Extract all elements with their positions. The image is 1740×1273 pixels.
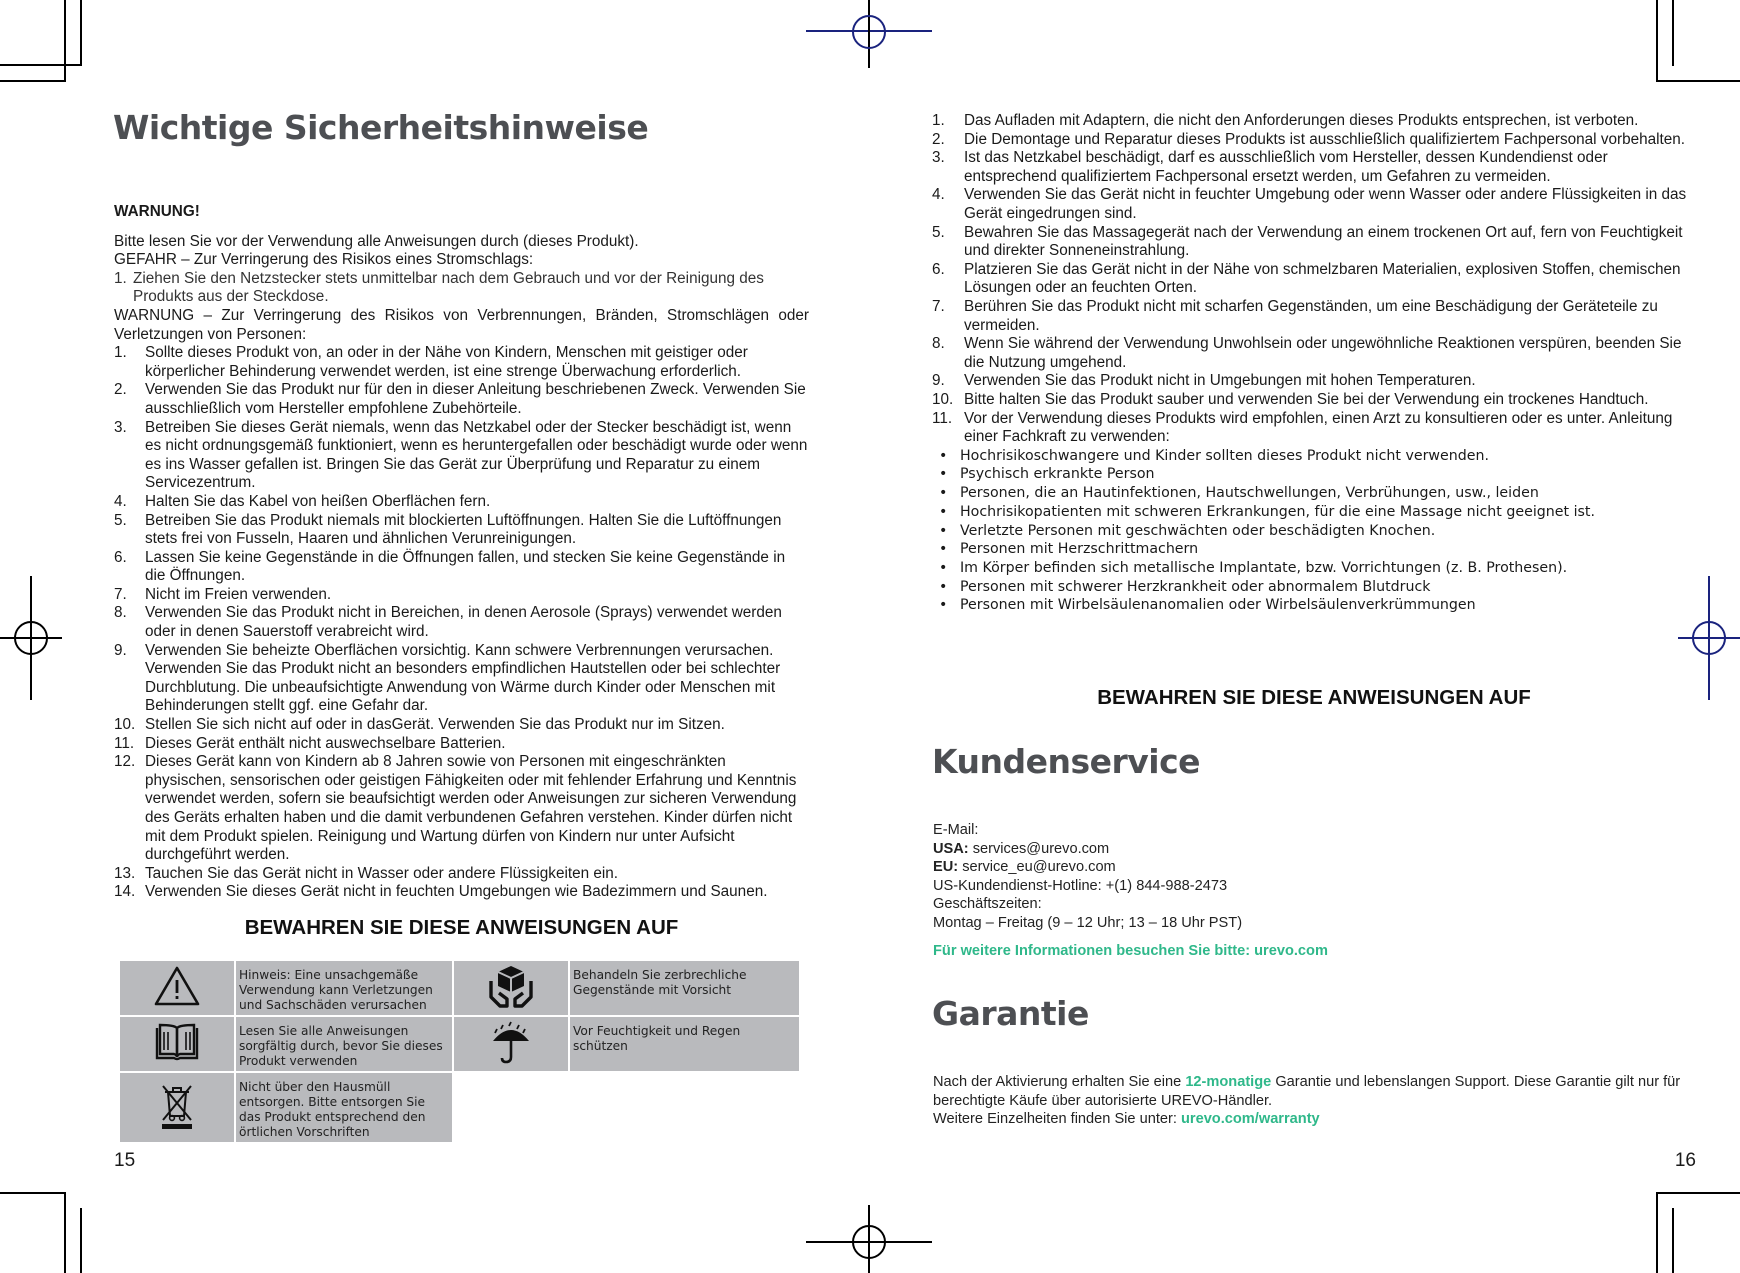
list-item-text: Die Demontage und Reparatur dieses Produkts ist ausschließlich qualifiziertem Fachpersonal vorbehalten.	[964, 130, 1686, 148]
list-item-text: Verwenden Sie das Produkt nicht in Umgebungen mit hohen Temperaturen.	[964, 372, 1476, 390]
list-item-text: Lassen Sie keine Gegenstände in die Öffnungen fallen, und stecken Sie keine Gegenstände in die Öffnungen.	[145, 548, 786, 585]
list-item-number: 1.	[114, 344, 127, 362]
symbol-text-manual: Lesen Sie alle Anweisungen sorgfältig durch, bevor Sie dieses Produkt verwenden	[235, 1016, 453, 1072]
safety-list-item	[932, 335, 1696, 372]
safety-list-continued	[932, 112, 1696, 447]
safety-section	[114, 203, 809, 902]
list-item-number: 6.	[932, 260, 945, 278]
safety-list-item	[932, 410, 1696, 447]
list-item-text: Berühren Sie das Produkt nicht mit scharfen Gegenständen, um eine Beschädigung der Geräteteile zu vermeiden.	[964, 297, 1658, 334]
bullet-list-item: • Psychisch erkrankte Person	[932, 465, 1696, 484]
list-item-text: Nicht im Freien verwenden.	[145, 585, 332, 603]
symbol-cell-manual	[119, 1016, 235, 1072]
customer-service-title: Kundenservice	[932, 742, 1201, 781]
danger-list	[114, 270, 809, 307]
safety-list-item	[114, 549, 809, 586]
bullet-list-item: • Hochrisikopatienten mit schweren Erkrankungen, für die eine Massage nicht geeignet ist.	[932, 503, 1696, 522]
safety-list-item	[932, 391, 1696, 410]
list-item-text: Betreiben Sie dieses Gerät niemals, wenn das Netzkabel oder der Stecker beschädigt ist, wenn es nicht ordnungsgemäß funktioniert, wenn es heruntergefallen oder beschädigt wurde oder wenn es ins Wasser gefallen ist. Bringen Sie das Gerät zur Überprüfung und Reparatur zu einem Servicezentrum.	[145, 418, 808, 492]
safety-list-item	[114, 586, 809, 605]
warranty-months: 12-monatige	[1185, 1074, 1272, 1090]
safety-section-continued	[932, 112, 1696, 615]
list-item-text: Betreiben Sie das Produkt niemals mit blockierten Luftöffnungen. Halten Sie die Luftöffnungen stets frei von Fusseln, Haaren und ähnlichen Verunreinigungen.	[145, 511, 782, 548]
list-item-text: Sollte dieses Produkt von, an oder in der Nähe von Kindern, Menschen mit geistiger oder körperlicher Behinderung verwendet werden, ist eine strenge Überwachung erforderlich.	[145, 344, 748, 380]
eu-label: EU:	[933, 859, 959, 876]
fragile-hands-icon	[488, 963, 534, 1009]
umbrella-rain-icon	[489, 1019, 533, 1065]
list-item-number: 5.	[932, 223, 945, 241]
safety-list-item	[114, 716, 809, 735]
safety-list-item	[932, 372, 1696, 391]
list-item-number: 7.	[114, 585, 127, 603]
hotline: US-Kundendienst-Hotline: +(1) 844-988-2473	[933, 877, 1228, 894]
symbol-cell-fragile	[453, 960, 569, 1016]
safety-list-item	[114, 735, 809, 754]
manual-book-icon	[154, 1022, 200, 1062]
list-item-text: Halten Sie das Kabel von heißen Oberflächen fern.	[145, 492, 491, 510]
safety-list-item	[114, 642, 809, 716]
list-item-number: 1.	[114, 269, 127, 287]
symbol-empty-cell	[453, 1072, 800, 1143]
usa-label: USA:	[933, 840, 969, 857]
list-item-number: 5.	[114, 511, 127, 529]
list-item-number: 9.	[114, 641, 127, 659]
list-item-text: Verwenden Sie das Produkt nicht in Bereichen, in denen Aerosole (Sprays) verwendet werden oder in denen Sauerstoff verabreicht wird.	[145, 604, 782, 641]
list-item-number: 7.	[932, 297, 945, 315]
symbol-table	[118, 959, 801, 1144]
warranty-link[interactable]: urevo.com/warranty	[1180, 1111, 1320, 1128]
page-right	[870, 0, 1740, 1273]
safety-list-item	[932, 298, 1696, 335]
list-item-text: Ist das Netzkabel beschädigt, darf es ausschließlich vom Hersteller, dessen Kundendienst oder entsprechend qualifiziertem Fachpersonal ersetzt werden, um Gefahren zu vermeiden.	[964, 149, 1608, 185]
warranty-details: Weitere Einzelheiten finden Sie unter: urevo.com/warranty	[933, 1111, 1320, 1128]
list-item-text: Ziehen Sie den Netzstecker stets unmittelbar nach dem Gebrauch und vor der Reinigung des Produkts aus der Steckdose.	[133, 269, 764, 306]
safety-list-item	[114, 865, 809, 884]
list-item-number: 8.	[114, 604, 127, 622]
list-item-text: Verwenden Sie dieses Gerät nicht in feuchten Umgebungen wie Badezimmern und Saunen.	[145, 883, 768, 901]
safety-list	[114, 344, 809, 902]
symbol-cell-moisture	[453, 1016, 569, 1072]
bullet-list-item: • Personen, die an Hautinfektionen, Hautschwellungen, Verbrühungen, usw., leiden	[932, 484, 1696, 503]
intro-text: Bitte lesen Sie vor der Verwendung alle Anweisungen durch (dieses Produkt).	[114, 232, 639, 250]
eu-email-link[interactable]: service_eu@urevo.com	[958, 859, 1116, 876]
safety-list-item	[114, 753, 809, 865]
list-item-number: 3.	[114, 418, 127, 436]
symbol-text-fragile: Behandeln Sie zerbrechliche Gegenstände mit Vorsicht	[569, 960, 800, 1016]
symbol-text-moisture: Vor Feuchtigkeit und Regen schützen	[569, 1016, 800, 1072]
safety-list-item	[114, 344, 809, 381]
list-item-text: Wenn Sie während der Verwendung Unwohlsein oder ungewöhnliche Reaktionen verspüren, beenden Sie die Nutzung umgehend.	[964, 335, 1682, 371]
bullet-list-item: • Personen mit Wirbelsäulenanomalien oder Wirbelsäulenverkrümmungen	[932, 596, 1696, 615]
safety-list-item	[114, 604, 809, 641]
list-item-number: 13.	[114, 864, 136, 882]
symbol-cell-warning	[119, 960, 235, 1016]
list-item-text: Verwenden Sie das Produkt nur für den in dieser Anleitung beschriebenen Zweck. Verwenden Sie ausschließlich vom Hersteller empfohlene Zubehörteile.	[145, 381, 806, 417]
list-item-number: 14.	[114, 883, 136, 901]
list-item-number: 9.	[932, 372, 945, 390]
list-item-number: 3.	[932, 149, 945, 167]
usa-email-row	[933, 840, 1697, 859]
list-item-text: Vor der Verwendung dieses Produkts wird empfohlen, einen Arzt zu konsultieren oder es unter. Anleitung einer Fachkraft zu verwenden:	[964, 409, 1673, 446]
safety-list-item	[932, 224, 1696, 261]
contraindication-list	[932, 447, 1696, 615]
crossed-bin-icon	[159, 1082, 195, 1130]
page-title: Wichtige Sicherheitshinweise	[113, 108, 649, 147]
bullet-list-item: • Hochrisikoschwangere und Kinder sollten dieses Produkt nicht verwenden.	[932, 447, 1696, 466]
danger-intro: GEFAHR – Zur Verringerung des Risikos eines Stromschlags:	[114, 251, 534, 269]
list-item-text: Dieses Gerät kann von Kindern ab 8 Jahren sowie von Personen mit eingeschränkten physischen, sensorischen oder geistigen Fähigkeiten oder mit fehlender Erfahrung und Kenntnis verwendet werden, sofern sie beaufsichtigt werden oder Anweisungen zur sicheren Verwendung des Geräts erhalten haben und die damit verbundenen Gefahren verstehen. Kinder dürfen nicht mit dem Produkt spielen. Reinigung und Wartung dürfen von Kindern nur unter Aufsicht durchgeführt werden.	[145, 753, 797, 864]
list-item-text: Bitte halten Sie das Produkt sauber und verwenden Sie bei der Verwendung ein trockenes Handtuch.	[964, 390, 1649, 408]
more-info-link[interactable]: Für weitere Informationen besuchen Sie bitte: urevo.com	[933, 942, 1328, 959]
symbol-cell-disposal	[119, 1072, 235, 1143]
page-number-left: 15	[114, 1150, 136, 1171]
list-item-text: Bewahren Sie das Massagegerät nach der Verwendung an einem trockenen Ort auf, fern von Feuchtigkeit und direkter Sonneneinstrahlung.	[964, 223, 1683, 260]
safety-list-item	[932, 186, 1696, 223]
list-item-number: 8.	[932, 335, 945, 353]
list-item-number: 4.	[114, 492, 127, 510]
warning-intro: WARNUNG – Zur Verringerung des Risikos von Verbrennungen, Bränden, Stromschlägen oder Verletzungen von Personen:	[114, 306, 809, 343]
safety-list-item	[932, 112, 1696, 131]
hours-label: Geschäftszeiten:	[933, 896, 1042, 913]
safety-list-item	[114, 381, 809, 418]
list-item-text: Dieses Gerät enthält nicht auswechselbare Batterien.	[145, 734, 506, 752]
hours: Montag – Freitag (9 – 12 Uhr; 13 – 18 Uhr PST)	[933, 914, 1243, 931]
bullet-list-item: • Personen mit Herzschrittmachern	[932, 540, 1696, 559]
page-number-right: 16	[1674, 1150, 1696, 1171]
eu-email-row	[933, 858, 1697, 877]
list-item-number: 1.	[932, 112, 945, 129]
list-item-number: 12.	[114, 753, 136, 771]
symbol-text-disposal: Nicht über den Hausmüll entsorgen. Bitte entsorgen Sie das Produkt entsprechend den örtlichen Vorschriften	[235, 1072, 453, 1143]
bullet-list-item: • Im Körper befinden sich metallische Implantate, bzw. Vorrichtungen (z. B. Prothesen).	[932, 559, 1696, 578]
safety-list-item	[932, 261, 1696, 298]
list-item-number: 2.	[932, 130, 945, 148]
safety-list-item	[114, 512, 809, 549]
safety-list-item	[932, 149, 1696, 186]
list-item-text: Verwenden Sie beheizte Oberflächen vorsichtig. Kann schwere Verbrennungen verursachen. Verwenden Sie das Produkt nicht an besonders empfindlichen Hautstellen oder bei schlechter Durchblutung. Die unbeaufsichtigte Anwendung von Wärme durch Kinder oder Menschen mit Behinderungen stellt ggf. eine Gefahr dar.	[145, 641, 781, 715]
list-item-number: 2.	[114, 381, 127, 399]
list-item-text: Platzieren Sie das Gerät nicht in der Nähe von schmelzbaren Materialien, explosiven Stoffen, chemischen Lösungen oder an feuchten Orten.	[964, 260, 1681, 297]
list-item-number: 6.	[114, 548, 127, 566]
list-item-text: Tauchen Sie das Gerät nicht in Wasser oder andere Flüssigkeiten ein.	[145, 864, 619, 882]
warranty-title: Garantie	[932, 994, 1089, 1033]
safety-list-item	[114, 883, 809, 902]
safety-list-item	[932, 131, 1696, 150]
warning-triangle-icon	[153, 965, 201, 1007]
usa-email-link[interactable]: services@urevo.com	[968, 840, 1110, 857]
bullet-list-item: • Verletzte Personen mit geschwächten oder beschädigten Knochen.	[932, 522, 1696, 541]
list-item-number: 10.	[932, 390, 954, 408]
warning-heading: WARNUNG!	[114, 203, 200, 220]
safety-list-item	[114, 419, 809, 493]
symbol-text-warning: Hinweis: Eine unsachgemäße Verwendung kann Verletzungen und Sachschäden verursachen	[235, 960, 453, 1016]
list-item-number: 10.	[114, 716, 136, 734]
keep-instructions-left: BEWAHREN SIE DIESE ANWEISUNGEN AUF	[244, 916, 679, 939]
list-item-text: Das Aufladen mit Adaptern, die nicht den Anforderungen dieses Produkts entsprechen, ist verboten.	[964, 112, 1639, 129]
customer-service-section	[933, 821, 1697, 960]
email-label: E-Mail:	[933, 822, 979, 838]
bullet-list-item: • Personen mit schwerer Herzkrankheit oder abnormalem Blutdruck	[932, 578, 1696, 597]
list-item-text: Verwenden Sie das Gerät nicht in feuchter Umgebung oder wenn Wasser oder andere Flüssigkeiten in das Gerät eingedrungen sind.	[964, 186, 1687, 222]
danger-list-item	[114, 270, 809, 307]
list-item-number: 11.	[114, 734, 135, 752]
list-item-number: 4.	[932, 186, 945, 204]
list-item-number: 11.	[932, 409, 953, 427]
list-item-text: Stellen Sie sich nicht auf oder in dasGerät. Verwenden Sie das Produkt nur im Sitzen.	[145, 716, 725, 734]
warranty-text: Nach der Aktivierung erhalten Sie eine 12-monatige Garantie und lebenslangen Support. Diese Garantie gilt nur für berechtigte Käufe über autorisierte UREVO-Händler.	[933, 1074, 1681, 1109]
keep-instructions-right: BEWAHREN SIE DIESE ANWEISUNGEN AUF	[1097, 686, 1531, 709]
warranty-section	[933, 1073, 1697, 1129]
safety-list-item	[114, 493, 809, 512]
